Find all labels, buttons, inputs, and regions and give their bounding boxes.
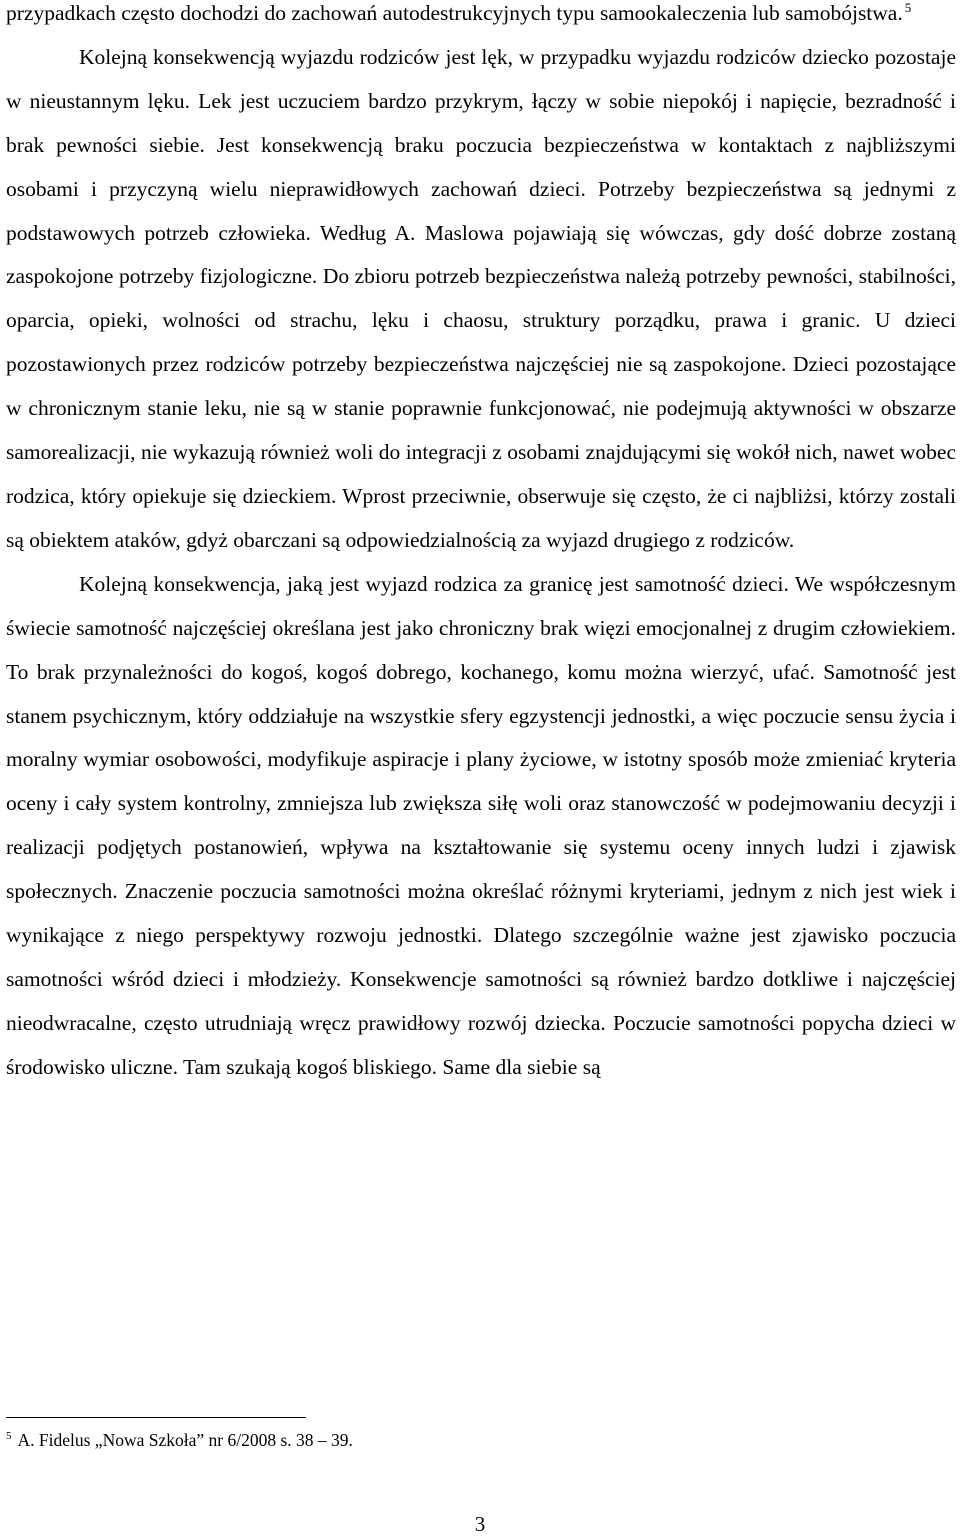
paragraph-3: Kolejną konsekwencja, jaką jest wyjazd rodzica za granicę jest samotność dzieci. We współczesnym świecie samotność najczęściej określana jest jako chroniczny brak więzi emocjonalnej z drugim człowiekiem. To brak przynależności do kogoś, kogoś dobrego, kochanego, komu można wierzyć, ufać. Samotność jest stanem psychicznym, który oddziałuje na wszystkie sfery egzystencji jednostki, a więc poczucie sensu życia i moralny wymiar osobowości, modyfikuje aspiracje i plany życiowe, w istotny sposób może zmieniać kryteria oceny i cały system kontrolny, zmniejsza lub zwiększa siłę woli oraz stanowczość w podejmowaniu decyzji i realizacji podjętych postanowień, wpływa na kształtowanie się systemu oceny innych ludzi i zjawisk społecznych. Znaczenie poczucia samotności można określać różnymi kryteriami, jednym z nich jest wiek i wynikające z niego perspektywy rozwoju jednostki. Dlatego szczególnie ważne jest zjawisko poczucia samotności wśród dzieci i młodzieży. Konsekwencje samotności są również bardzo dotkliwe i najczęściej nieodwracalne, często utrudniają wręcz prawidłowy rozwój dziecka. Poczucie samotności popycha dzieci w środowisko uliczne. Tam szukają kogoś bliskiego. Same dla siebie są: [6, 571, 956, 1079]
page-number: 3: [474, 1512, 486, 1536]
paragraph-2: Kolejną konsekwencją wyjazdu rodziców jest lęk, w przypadku wyjazdu rodziców dziecko pozostaje w nieustannym lęku. Lek jest uczuciem bardzo przykrym, łączy w sobie niepokój i napięcie, bezradność i brak pewności siebie. Jest konsekwencją braku poczucia bezpieczeństwa w kontaktach z najbliższymi osobami i przyczyną wielu nieprawidłowych zachowań dzieci. Potrzeby bezpieczeństwa są jednymi z podstawowych potrzeb człowieka. Według A. Maslowa pojawiają się wówczas, gdy dość dobrze zostaną zaspokojone potrzeby fizjologiczne. Do zbioru potrzeb bezpieczeństwa należą potrzeby pewności, stabilności, oparcia, opieki, wolności od strachu, lęku i chaosu, struktury porządku, prawa i granic. U dzieci pozostawionych przez rodziców potrzeby bezpieczeństwa najczęściej nie są zaspokojone. Dzieci pozostające w chronicznym stanie leku, nie są w stanie poprawnie funkcjonować, nie podejmują aktywności w obszarze samorealizacji, nie wykazują również woli do integracji z osobami znajdującymi się wokół nich, nawet wobec rodzica, który opiekuje się dzieckiem. Wprost przeciwnie, obserwuje się często, że ci najbliżsi, którzy zostali są obiektem ataków, gdyż obarczani są odpowiedzialnością za wyjazd drugiego z rodziców.: [6, 44, 956, 552]
paragraph-1-text: przypadkach często dochodzi do zachowań autodestrukcyjnych typu samookaleczenia lub samobójstwa.: [6, 1, 903, 25]
footnote-number: 5: [6, 1430, 12, 1443]
footnote-reference: 5: [904, 0, 912, 15]
footnote: [6, 1428, 353, 1452]
footnote-text: A. Fidelus „Nowa Szkoła” nr 6/2008 s. 38 – 39.: [17, 1430, 353, 1450]
footnote-separator: [6, 1417, 306, 1418]
body-text: [6, 0, 956, 1090]
paragraph-1: [6, 0, 956, 36]
